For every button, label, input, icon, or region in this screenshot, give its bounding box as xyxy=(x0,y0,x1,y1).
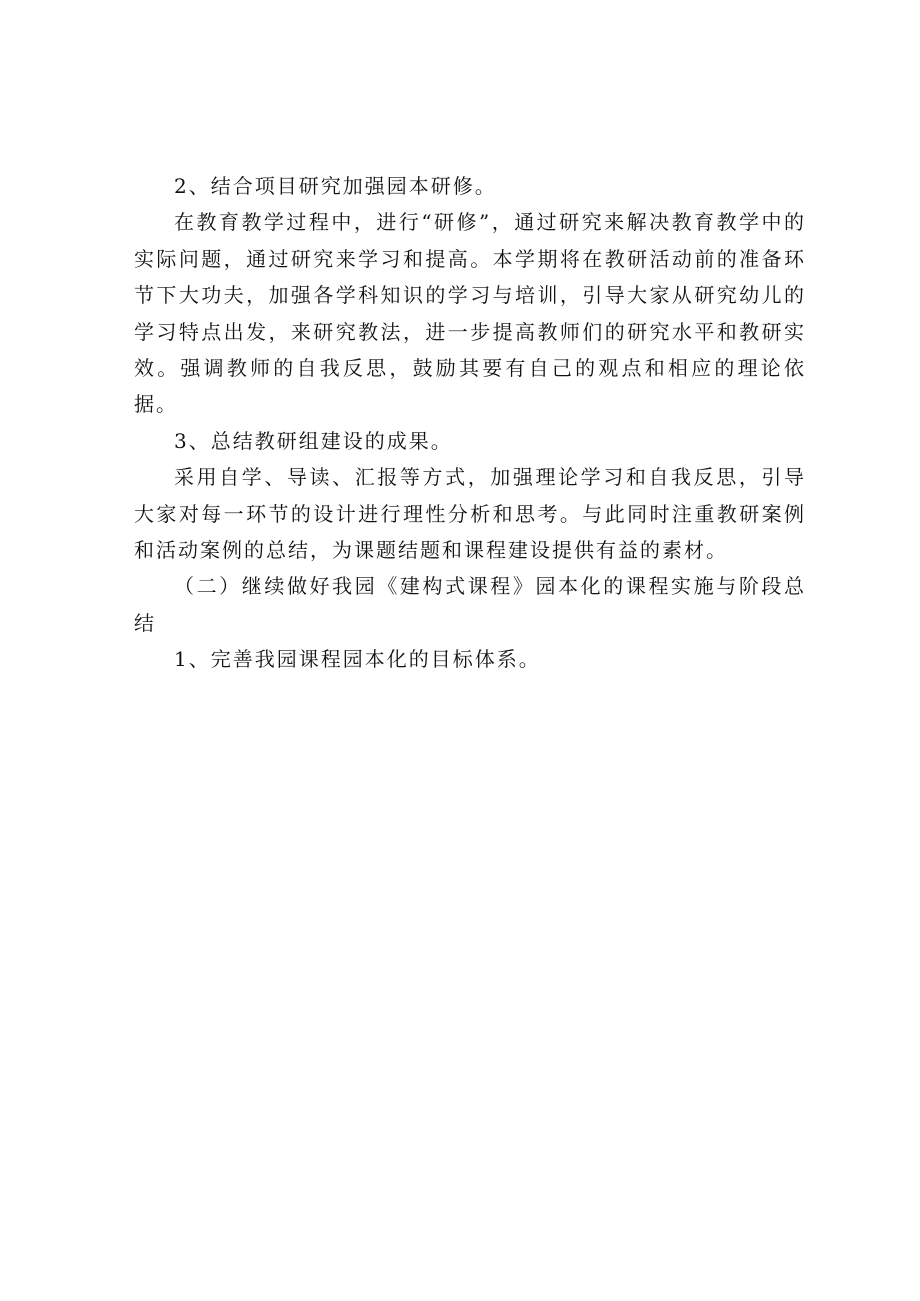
subsection-heading-1: 1、完善我园课程园本化的目标体系。 xyxy=(174,647,541,672)
paragraph-research: 在教育教学过程中，进行“研修”，通过研究来解决教育教学中的实际问题，通过研究来学习和提高。本学期将在教研活动前的准备环节下大功夫，加强各学科知识的学习与培训，引导大家从研究幼儿的学习特点出发，来研究教法，进一步提高教师们的研究水平和教研实效。强调教师的自我反思，鼓励其要有自己的观点和相应的理论依据。 xyxy=(134,210,806,417)
section-heading-2: （二）继续做好我园《建构式课程》园本化的课程实施与阶段总结 xyxy=(134,574,806,635)
subsection-heading-3: 3、总结教研组建设的成果。 xyxy=(174,428,453,453)
subsection-heading-2: 2、结合项目研究加强园本研修。 xyxy=(174,174,497,198)
paragraph-summary: 采用自学、导读、汇报等方式，加强理论学习和自我反思，引导大家对每一环节的设计进行理性分析和思考。与此同时注重教研案例和活动案例的总结，为课题结题和课程建设提供有益的素材。 xyxy=(134,465,806,563)
document-body xyxy=(134,168,806,678)
